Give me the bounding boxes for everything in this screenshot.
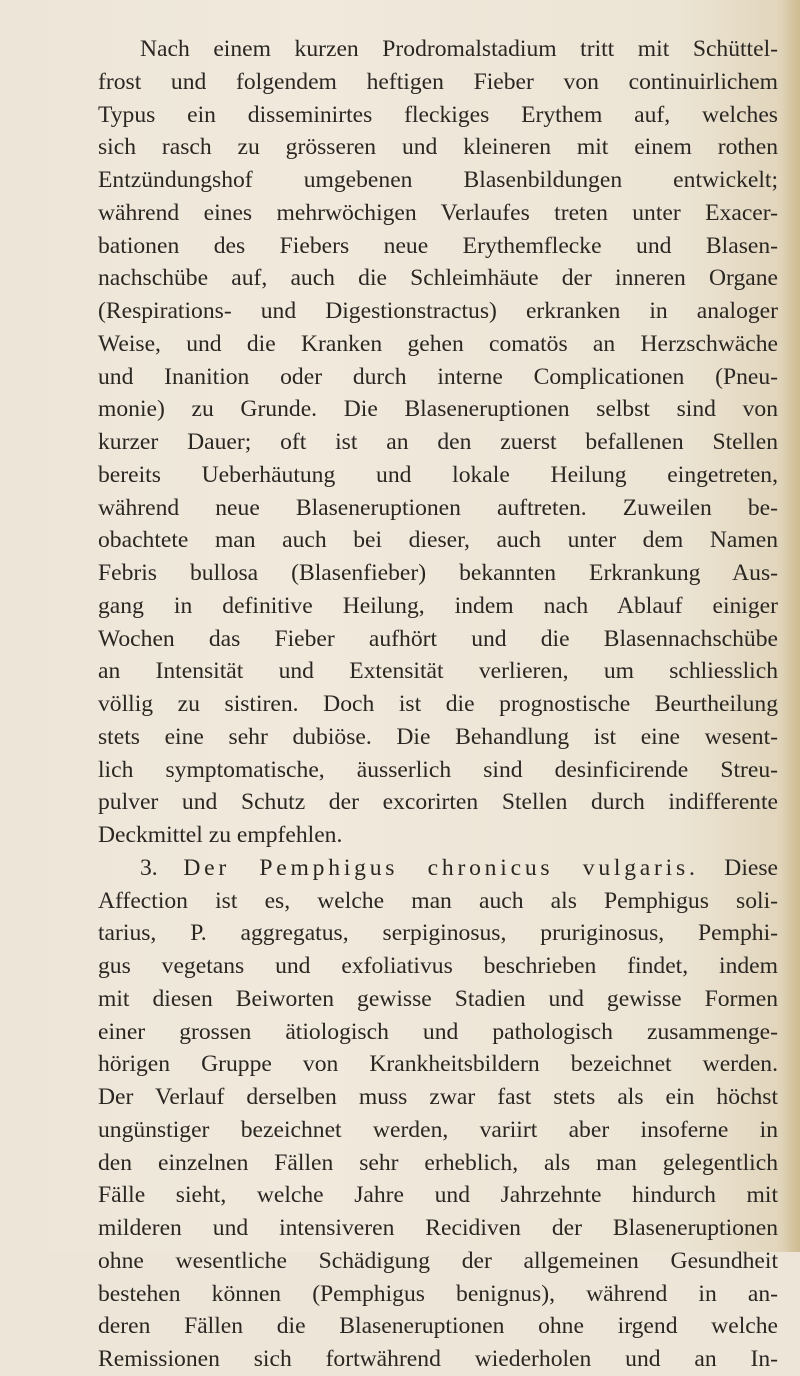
section-heading-continuation: Diese bbox=[724, 854, 779, 881]
text-line: nachschübe auf, auch die Schleimhäute der inneren Organe bbox=[98, 265, 778, 292]
body-text bbox=[98, 33, 778, 1376]
text-line: Deckmittel zu empfehlen. bbox=[98, 822, 343, 848]
text-line: und Inanition oder durch interne Complicationen (Pneu- bbox=[98, 363, 778, 390]
page-edge-shadow bbox=[782, 0, 800, 1252]
text-line: einer grossen ätiologisch und pathologisch zusammenge- bbox=[98, 1018, 778, 1045]
text-line: Febris bullosa (Blasenfieber) bekannten Erkrankung Aus- bbox=[98, 560, 778, 586]
section-heading-line bbox=[98, 852, 778, 885]
text-line: frost und folgendem heftigen Fieber von continuirlichem bbox=[98, 68, 778, 95]
text-line: bestehen können (Pemphigus benignus), während in an- bbox=[98, 1280, 778, 1307]
text-line: Nach einem kurzen Prodromalstadium tritt mit Schüttel- bbox=[140, 36, 778, 62]
text-line: während neue Blaseneruptionen auftreten. Zuweilen be- bbox=[98, 494, 778, 521]
text-line: bereits Ueberhäutung und lokale Heilung eingetreten, bbox=[98, 461, 778, 488]
text-line: deren Fällen die Blaseneruptionen ohne irgend welche bbox=[98, 1313, 778, 1340]
text-line: mit diesen Beiworten gewisse Stadien und gewisse Formen bbox=[98, 985, 778, 1012]
text-line: sich rasch zu grösseren und kleineren mit einem rothen bbox=[98, 134, 778, 161]
text-line: Remissionen sich fortwährend wiederholen und an In- bbox=[98, 1346, 778, 1372]
text-line: gus vegetans und exfoliativus beschrieben findet, indem bbox=[98, 953, 778, 979]
section-number: 3. bbox=[140, 854, 158, 881]
text-line: monie) zu Grunde. Die Blaseneruptionen selbst sind von bbox=[98, 396, 778, 423]
text-line: hörigen Gruppe von Krankheitsbildern bezeichnet werden. bbox=[98, 1051, 778, 1078]
text-line: Entzündungshof umgebenen Blasenbildungen entwickelt; bbox=[98, 167, 778, 193]
text-line: (Respirations- und Digestionstractus) erkranken in analoger bbox=[98, 298, 778, 324]
text-line: tarius, P. aggregatus, serpiginosus, pruriginosus, Pemphi- bbox=[98, 920, 778, 947]
text-line: lich symptomatische, äusserlich sind desinficirende Streu- bbox=[98, 756, 778, 783]
text-line: gang in definitive Heilung, indem nach Ablauf einiger bbox=[98, 592, 778, 619]
text-line: Affection ist es, welche man auch als Pemphigus soli- bbox=[98, 887, 778, 914]
text-line: Typus ein disseminirtes fleckiges Erythem auf, welches bbox=[98, 101, 778, 128]
section-heading: Der Pemphigus chronicus vulgaris. bbox=[183, 854, 699, 881]
text-line: obachtete man auch bei dieser, auch unter dem Namen bbox=[98, 527, 778, 554]
text-line: Fälle sieht, welche Jahre und Jahrzehnte hindurch mit bbox=[98, 1182, 778, 1209]
text-line: Wochen das Fieber aufhört und die Blasennachschübe bbox=[98, 625, 778, 652]
text-line: Weise, und die Kranken gehen comatös an Herzschwäche bbox=[98, 330, 778, 357]
text-line: völlig zu sistiren. Doch ist die prognostische Beurtheilung bbox=[98, 691, 778, 717]
text-line: bationen des Fiebers neue Erythemflecke und Blasen- bbox=[98, 232, 778, 259]
text-line: pulver und Schutz der excorirten Stellen durch indifferente bbox=[98, 789, 778, 816]
text-line: kurzer Dauer; oft ist an den zuerst befallenen Stellen bbox=[98, 429, 778, 455]
text-line: milderen und intensiveren Recidiven der Blaseneruptionen bbox=[98, 1215, 778, 1241]
text-line: während eines mehrwöchigen Verlaufes treten unter Exacer- bbox=[98, 199, 778, 226]
text-line: Der Verlauf derselben muss zwar fast stets als ein höchst bbox=[98, 1084, 778, 1110]
text-line: den einzelnen Fällen sehr erheblich, als man gelegentlich bbox=[98, 1149, 778, 1176]
text-line: ungünstiger bezeichnet werden, variirt aber insoferne in bbox=[98, 1116, 778, 1143]
text-line: an Intensität und Extensität verlieren, um schliesslich bbox=[98, 658, 778, 685]
text-line: stets eine sehr dubiöse. Die Behandlung ist eine wesent- bbox=[98, 723, 778, 750]
text-line: ohne wesentliche Schädigung der allgemeinen Gesundheit bbox=[98, 1247, 778, 1274]
